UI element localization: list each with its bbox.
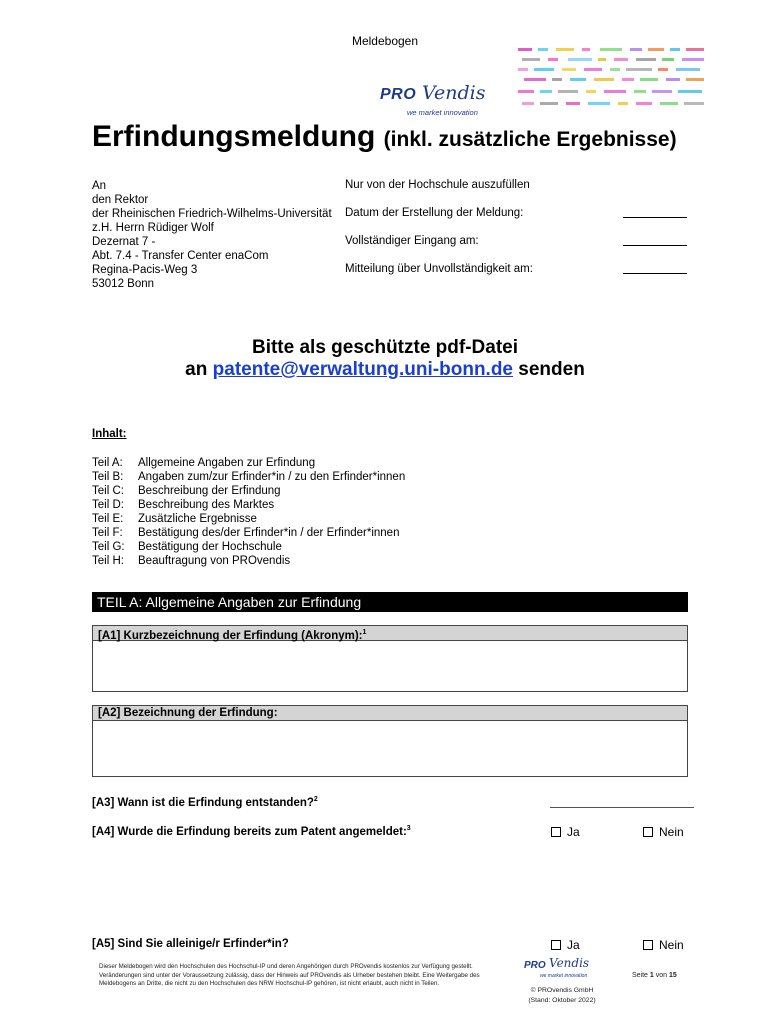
address-line: z.H. Herrn Rüdiger Wolf: [92, 222, 214, 234]
page-title: [92, 120, 677, 154]
a2-label-text: [A2] Bezeichnung der Erfindung:: [98, 707, 278, 719]
title-main: Erfindungsmeldung: [92, 120, 376, 153]
footer-logo-pro: PRO: [524, 960, 546, 971]
toc-key: Teil C:: [92, 485, 124, 497]
receipt-date-field[interactable]: [623, 235, 687, 246]
a5-no-label: Nein: [659, 938, 684, 952]
page-number: [632, 972, 677, 979]
a5-yes-option[interactable]: [551, 938, 580, 952]
section-a-header: TEIL A: Allgemeine Angaben zur Erfindung: [92, 592, 688, 612]
toc-label: Beschreibung des Marktes: [138, 499, 275, 511]
toc-key: Teil F:: [92, 527, 123, 539]
a5-label: [A5] Sind Sie alleinige/r Erfinder*in?: [92, 938, 289, 950]
send-instruction-line1: Bitte als geschützte pdf-Datei: [251, 337, 519, 358]
a5-yes-label: Ja: [567, 938, 580, 952]
toc-item: [92, 456, 405, 470]
provendis-logo: [376, 80, 512, 124]
a5-no-checkbox[interactable]: [643, 940, 653, 950]
a4-no-option[interactable]: [643, 825, 684, 839]
toc-key: Teil A:: [92, 457, 123, 469]
contents-heading: Inhalt:: [92, 428, 127, 440]
creation-date-label: Datum der Erstellung der Meldung:: [345, 207, 524, 219]
a5-question: [92, 938, 289, 950]
address-line: Dezernat 7 -: [92, 236, 156, 248]
a1-label-text: [A1] Kurzbezeichnung der Erfindung (Akronym):: [98, 629, 363, 642]
title-sub: (inkl. zusätzliche Ergebnisse): [383, 128, 677, 151]
incomplete-notice-row: [345, 263, 687, 275]
toc-key: Teil H:: [92, 555, 124, 567]
table-of-contents: [92, 456, 405, 568]
toc-key: Teil B:: [92, 471, 124, 483]
footer-logo-tagline: we market innovation: [540, 973, 588, 979]
a4-no-checkbox[interactable]: [643, 827, 653, 837]
a5-yes-checkbox[interactable]: [551, 940, 561, 950]
a4-footnote: 3: [406, 825, 411, 832]
send-suffix: senden: [518, 359, 585, 380]
toc-label: Allgemeine Angaben zur Erfindung: [138, 457, 316, 469]
toc-key: Teil E:: [92, 513, 124, 525]
page-prefix: Seite: [632, 972, 648, 979]
toc-label: Angaben zum/zur Erfinder*in / zu den Erfinder*innen: [138, 471, 406, 483]
toc-item: [92, 498, 405, 512]
address-line: der Rheinischen Friedrich-Wilhelms-Universität: [92, 208, 332, 220]
university-use-heading: Nur von der Hochschule auszufüllen: [345, 179, 530, 191]
incomplete-notice-label: Mitteilung über Unvollständigkeit am:: [345, 263, 533, 275]
a4-yes-label: Ja: [567, 825, 580, 839]
a4-label: [A4] Wurde die Erfindung bereits zum Patent angemeldet:: [92, 825, 407, 838]
logo-vendis-text: Vendis: [422, 82, 486, 104]
address-line: An: [92, 180, 107, 192]
toc-label: Beauftragung von PROvendis: [138, 555, 291, 567]
receipt-date-row: [345, 235, 687, 247]
toc-label: Beschreibung der Erfindung: [138, 485, 281, 497]
copyright-text: © PROvendis GmbH: [530, 987, 594, 994]
receipt-date-label: Vollständiger Eingang am:: [345, 235, 479, 247]
a2-field-box: [92, 705, 688, 777]
a1-label: [93, 626, 687, 641]
address-line: den Rektor: [92, 194, 149, 206]
address-line: Abt. 7.4 - Transfer Center enaCom: [92, 250, 269, 262]
footer-logo-vendis: Vendis: [549, 956, 590, 970]
a4-question: [92, 825, 411, 838]
footer-logo: [522, 956, 606, 982]
send-instruction-line2: [0, 359, 770, 381]
logo-tagline: we market innovation: [407, 108, 478, 117]
toc-label: Bestätigung des/der Erfinder*in / der Erfinder*innen: [138, 527, 400, 539]
a4-yes-option[interactable]: [551, 825, 580, 839]
a3-label: [A3] Wann ist die Erfindung entstanden?: [92, 796, 314, 809]
page-current: 1: [649, 972, 654, 979]
a4-yes-checkbox[interactable]: [551, 827, 561, 837]
a1-field-box: [92, 625, 688, 692]
page-total: 15: [669, 972, 677, 979]
toc-label: Bestätigung der Hochschule: [138, 541, 282, 553]
page-mid: von: [655, 972, 668, 979]
toc-key: Teil D:: [92, 499, 124, 511]
document-label: Meldebogen: [351, 34, 419, 48]
footer-disclaimer: Dieser Meldebogen wird den Hochschulen des Hochschul-IP und deren Angehörigen durch PROvendis kostenlos zur Verfügung gestellt. Veränderungen sind unter der Voraussetzung zulässig, dass der Hinweis auf PROvendis als Urheber bestehen bleibt. Eine Weitergabe des Meldebogens an Dritte, die nicht zu den Hochschulen des NRW Hochschul-IP gehören, ist nicht erlaubt, auch nicht in Teilen.: [99, 963, 480, 987]
address-line: 53012 Bonn: [92, 278, 155, 290]
toc-item: [92, 554, 405, 568]
a3-date-field[interactable]: [550, 807, 694, 808]
toc-item: [92, 470, 405, 484]
recipient-address: [92, 179, 344, 291]
incomplete-notice-field[interactable]: [623, 263, 687, 274]
send-prefix: an: [185, 359, 208, 380]
a5-no-option[interactable]: [643, 938, 684, 952]
address-line: Regina-Pacis-Weg 3: [92, 264, 198, 276]
toc-item: [92, 484, 405, 498]
toc-item: [92, 540, 405, 554]
toc-item: [92, 526, 405, 540]
creation-date-field[interactable]: [623, 207, 687, 218]
toc-item: [92, 512, 405, 526]
a2-label: [93, 706, 687, 721]
email-link[interactable]: patente@verwaltung.uni-bonn.de: [212, 359, 514, 380]
logo-pro-text: PRO: [380, 86, 417, 103]
a2-input[interactable]: [93, 721, 687, 776]
toc-key: Teil G:: [92, 541, 125, 553]
a3-question: [92, 796, 318, 809]
redacted-pattern: [518, 46, 710, 112]
a4-no-label: Nein: [659, 825, 684, 839]
a1-footnote: 1: [362, 629, 367, 636]
a3-footnote: 2: [313, 796, 318, 803]
stand-text: (Stand: Oktober 2022): [528, 996, 596, 1004]
a1-input[interactable]: [93, 641, 687, 691]
creation-date-row: [345, 207, 687, 219]
footer-copyright: [512, 986, 612, 1005]
toc-label: Zusätzliche Ergebnisse: [138, 513, 257, 525]
